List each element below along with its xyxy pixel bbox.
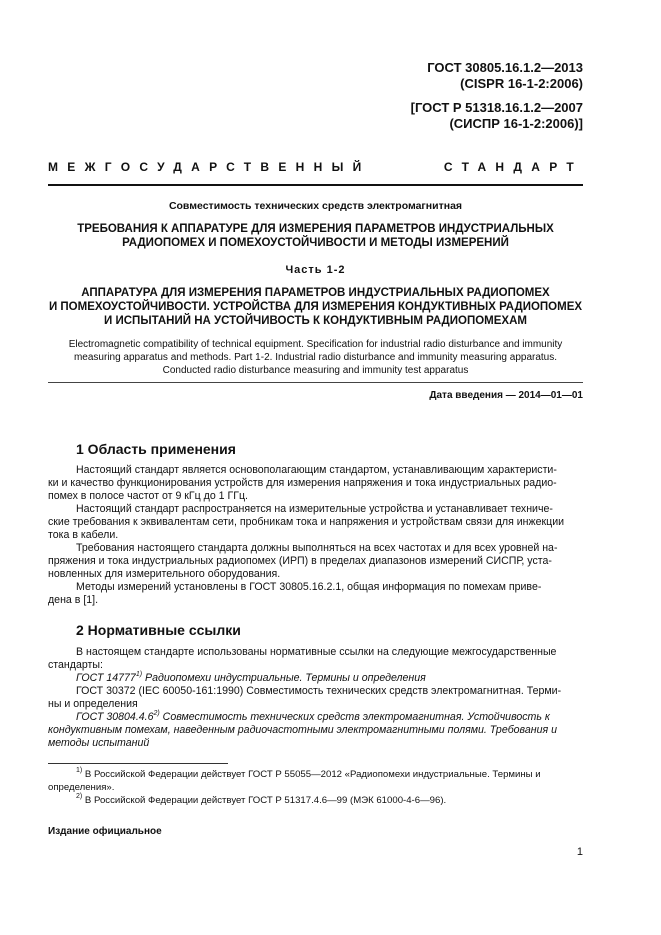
title-line: ТРЕБОВАНИЯ К АППАРАТУРЕ ДЛЯ ИЗМЕРЕНИЯ ПАРАМЕТРОВ ИНДУСТРИАЛЬНЫХ [77,223,554,235]
footnote-marker: 1) [76,767,83,774]
page-number: 1 [576,846,583,858]
part-label: Часть 1-2 [285,264,346,276]
normative-reference [76,711,550,725]
gost-r-code: [ГОСТ Р 51318.16.1.2—2007 [410,100,583,115]
part-title-line: АППАРАТУРА ДЛЯ ИЗМЕРЕНИЯ ПАРАМЕТРОВ ИНДУСТРИАЛЬНЫХ РАДИОПОМЕХ [81,287,550,299]
footnote-marker: 2) [153,710,160,717]
paragraph-line: ки и качество функционирования устройств для измерения напряжения и тока индустриальных радио- [48,477,557,489]
footnote-text: определения». [48,782,115,793]
paragraph-line: новленных для измерительного оборудования. [48,568,281,580]
paragraph-line: Требования настоящего стандарта должны выполняться на всех частотах и для всех уровней на- [76,542,558,554]
footnote-text: В Российской Федерации действует ГОСТ Р 55055—2012 «Радиопомехи индустриальные. Термины и [82,769,541,780]
english-title-line: measuring apparatus and methods. Part 1-2. Industrial radio disturbance and immunity measuring apparatus. [73,352,558,363]
footnote [76,794,446,807]
reference-code: ГОСТ 14777 [76,672,136,684]
section-heading: 1 Область применения [76,441,236,457]
paragraph-line: ские требования к эквивалентам сети, пробникам тока и напряжения и устройствам связи для инжекции [48,516,565,528]
sispr-code: (СИСПР 16-1-2:2006)] [449,116,583,131]
title-line: РАДИОПОМЕХ И ПОМЕХОУСТОЙЧИВОСТИ И МЕТОДЫ ИЗМЕРЕНИЙ [122,237,509,249]
reference-title: Совместимость технических средств электромагнитная. Устойчивость к [159,711,550,723]
interstate-label: МЕЖГОСУДАРСТВЕННЫЙ [48,160,371,174]
part-title-line: И ИСПЫТАНИЙ НА УСТОЙЧИВОСТЬ К КОНДУКТИВНЫМ РАДИОПОМЕХАМ [104,315,527,327]
official-edition-label: Издание официальное [48,826,162,837]
english-title-line: Electromagnetic compatibility of technical equipment. Specification for industrial radio disturbance and immunity [68,339,563,350]
english-title [48,338,583,377]
paragraph-line: В настоящем стандарте использованы нормативные ссылки на следующие межгосударственные [76,646,557,658]
reference-code: ГОСТ 30804.4.6 [76,711,154,723]
paragraph-line: кондуктивным помехам, наведенным радиочастотными электромагнитными полями. Требования и [48,724,557,736]
footnote-text: В Российской Федерации действует ГОСТ Р 51317.4.6—99 (МЭК 61000-4-6—96). [82,795,447,806]
paragraph-line: дена в [1]. [48,594,99,606]
paragraph-line: тока в кабели. [48,529,119,541]
standard-code-block [323,60,583,132]
section-heading: 2 Нормативные ссылки [76,622,241,638]
effective-date: Дата введения — 2014—01—01 [429,390,583,401]
footnote-marker: 2) [76,793,83,800]
paragraph-line: пряжения и тока индустриальных радиопомех (ИРП) в пределах диапазонов измерений СИСПР, уста- [48,555,552,567]
paragraph-line: ны и определения [48,698,138,710]
doc-subtitle: Совместимость технических средств электромагнитная [168,200,463,212]
part-title [48,286,583,328]
normative-reference [76,672,426,686]
reference-title: Радиопомехи индустриальные. Термины и определения [142,672,426,684]
paragraph-line: методы испытаний [48,737,150,749]
paragraph-line: Настоящий стандарт является основополагающим стандартом, устанавливающим характеристи- [76,464,557,476]
doc-title [48,222,583,250]
english-title-line: Conducted radio disturbance measuring and immunity test apparatus [162,365,469,376]
cispr-code: (CISPR 16-1-2:2006) [460,76,583,91]
header-rule [48,184,583,186]
paragraph-line: Настоящий стандарт распространяется на измерительные устройства и устанавливает техниче- [76,503,553,515]
paragraph-line: Методы измерений установлены в ГОСТ 30805.16.2.1, общая информация по помехам приве- [76,581,542,593]
title-rule [48,382,583,383]
part-title-line: И ПОМЕХОУСТОЙЧИВОСТИ. УСТРОЙСТВА ДЛЯ ИЗМЕРЕНИЯ КОНДУКТИВНЫХ РАДИОПОМЕХ [48,301,583,313]
standard-code: ГОСТ 30805.16.1.2—2013 [427,60,583,75]
footnote-marker: 1) [135,671,143,678]
standard-label: СТАНДАРТ [443,160,583,174]
footnote [76,768,541,781]
paragraph-line: ГОСТ 30372 (IEC 60050-161:1990) Совместимость технических средств электромагнитная. Терми- [76,685,562,697]
paragraph-line: стандарты: [48,659,103,671]
footnote-rule [48,763,228,764]
paragraph-line: помех в полосе частот от 9 кГц до 1 ГГц. [48,490,249,502]
